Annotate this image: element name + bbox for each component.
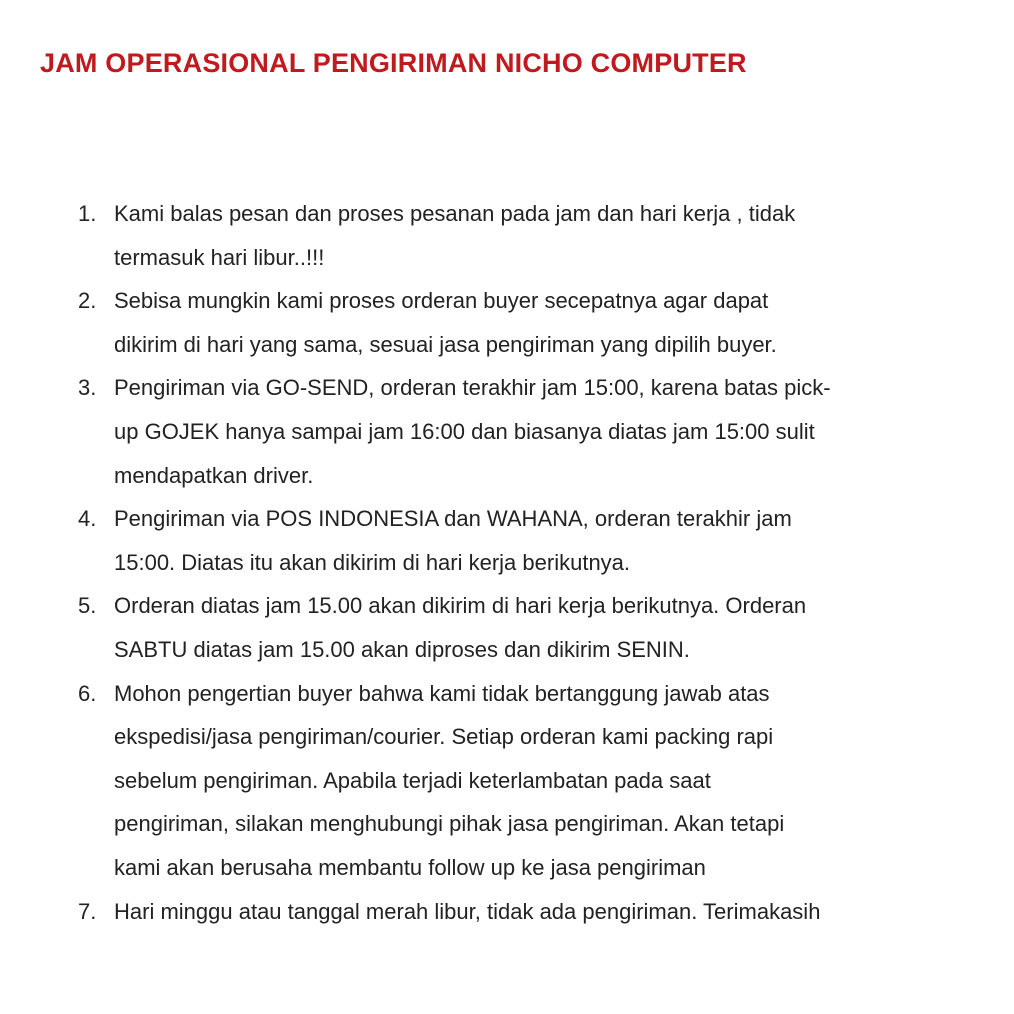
- item-number: 5.: [78, 593, 97, 619]
- item-text-line: sebelum pengiriman. Apabila terjadi keterlambatan pada saat: [114, 767, 711, 793]
- item-text-line: mendapatkan driver.: [114, 462, 314, 488]
- item-number: 2.: [78, 288, 97, 314]
- list-item: [78, 279, 978, 366]
- item-number: 6.: [78, 680, 97, 706]
- item-text-line: Kami balas pesan dan proses pesanan pada jam dan hari kerja , tidak: [114, 201, 796, 226]
- shipping-rules-list: [78, 192, 978, 933]
- item-text-line: ekspedisi/jasa pengiriman/courier. Setiap orderan kami packing rapi: [114, 724, 774, 750]
- list-item: [78, 192, 978, 279]
- item-text-line: Hari minggu atau tanggal merah libur, tidak ada pengiriman. Terimakasih: [114, 898, 821, 924]
- item-text-line: Sebisa mungkin kami proses orderan buyer secepatnya agar dapat: [114, 288, 769, 314]
- item-text-line: pengiriman, silakan menghubungi pihak jasa pengiriman. Akan tetapi: [114, 811, 785, 837]
- item-text-line: kami akan berusaha membantu follow up ke jasa pengiriman: [114, 854, 706, 880]
- item-number: 4.: [78, 506, 97, 532]
- item-number: 7.: [78, 898, 97, 924]
- item-text-line: termasuk hari libur..!!!: [114, 244, 325, 270]
- list-item: [78, 890, 978, 934]
- item-text-line: SABTU diatas jam 15.00 akan diproses dan dikirim SENIN.: [114, 636, 690, 662]
- item-text-line: Mohon pengertian buyer bahwa kami tidak bertanggung jawab atas: [114, 680, 770, 706]
- item-text-line: Pengiriman via GO-SEND, orderan terakhir jam 15:00, karena batas pick-: [114, 375, 831, 401]
- item-text-line: dikirim di hari yang sama, sesuai jasa pengiriman yang dipilih buyer.: [114, 331, 777, 357]
- list-item: [78, 366, 978, 497]
- item-number: 3.: [78, 375, 97, 401]
- item-text-line: up GOJEK hanya sampai jam 16:00 dan biasanya diatas jam 15:00 sulit: [114, 418, 815, 444]
- item-text-line: Pengiriman via POS INDONESIA dan WAHANA, orderan terakhir jam: [114, 506, 792, 532]
- list-item: [78, 584, 978, 671]
- list-item: [78, 672, 978, 890]
- item-text-line: 15:00. Diatas itu akan dikirim di hari kerja berikutnya.: [114, 549, 631, 575]
- item-text-line: Orderan diatas jam 15.00 akan dikirim di hari kerja berikutnya. Orderan: [114, 593, 807, 619]
- page-title: JAM OPERASIONAL PENGIRIMAN NICHO COMPUTER: [40, 48, 747, 78]
- item-number: 1.: [78, 201, 97, 226]
- list-item: [78, 497, 978, 584]
